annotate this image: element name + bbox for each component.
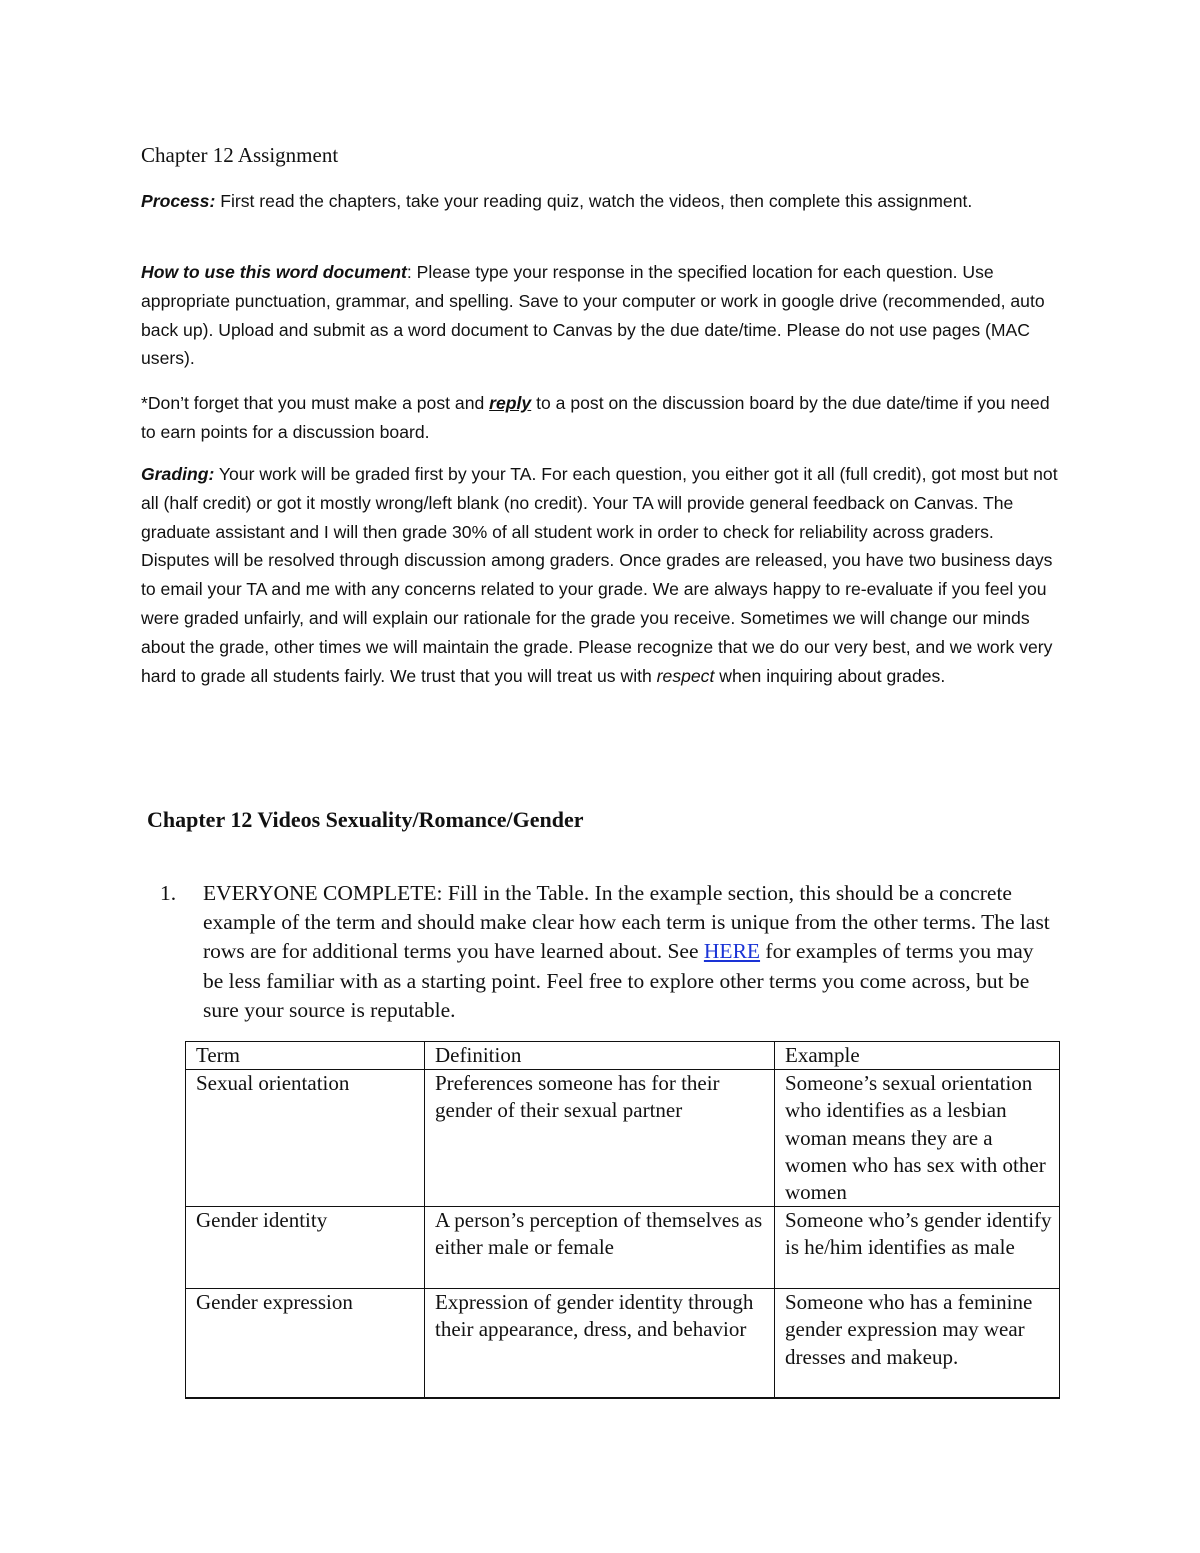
terms-table [185, 1041, 1060, 1399]
header-term: Term [186, 1042, 425, 1070]
here-link[interactable]: HERE [703, 939, 761, 964]
reminder-text-after: to a post on the discussion board by the due date/time if you need to earn points for a discussion board. [141, 393, 1050, 442]
table-row [186, 1289, 1060, 1398]
table-row [186, 1207, 1060, 1289]
grading-paragraph [141, 460, 1066, 690]
reminder-text-before: *Don’t forget that you must make a post and [141, 393, 490, 413]
reminder-reply-emphasis: reply [489, 393, 532, 413]
document-title: Chapter 12 Assignment [141, 143, 339, 167]
section-heading: Chapter 12 Videos Sexuality/Romance/Gender [147, 807, 584, 832]
term-cell: Gender expression [186, 1289, 425, 1398]
question-text-before: EVERYONE COMPLETE: Fill in the Table. In the example section, this should be a concrete example of the term and should make clear how each term is unique from the other terms. The last rows are for additional terms you have learned about. See [203, 881, 1050, 964]
example-cell: Someone’s sexual orientation who identifies as a lesbian woman means they are a women who has sex with other women [775, 1070, 1060, 1207]
process-text: First read the chapters, take your reading quiz, watch the videos, then complete this assignment. [215, 191, 973, 211]
table-row [186, 1070, 1060, 1207]
question-number: 1. [160, 881, 177, 905]
how-to-text: : Please type your response in the specified location for each question. Use appropriate punctuation, grammar, and spelling. Save to your computer or work in google drive (recommended, auto back up). Upload and submit as a word document to Canvas by the due date/time. Please do not use pages (MAC users). [141, 262, 1045, 369]
how-to-label: How to use this word document [141, 262, 407, 282]
term-cell: Gender identity [186, 1207, 425, 1289]
grading-text-after: when inquiring about grades. [714, 665, 946, 686]
discussion-reminder [141, 389, 1066, 447]
definition-cell: Expression of gender identity through their appearance, dress, and behavior [425, 1289, 775, 1398]
header-definition: Definition [425, 1042, 775, 1070]
definition-cell: Preferences someone has for their gender of their sexual partner [425, 1070, 775, 1207]
term-cell: Sexual orientation [186, 1070, 425, 1207]
definition-cell: A person’s perception of themselves as either male or female [425, 1207, 775, 1289]
example-cell: Someone who’s gender identify is he/him identifies as male [775, 1207, 1060, 1289]
question-body [203, 879, 1053, 1025]
process-paragraph [141, 187, 1066, 216]
example-cell: Someone who has a feminine gender expression may wear dresses and makeup. [775, 1289, 1060, 1398]
grading-text-before: Your work will be graded first by your TA. For each question, you either got it all (full credit), got most but not all (half credit) or got it mostly wrong/left blank (no credit). Your TA will provide general feedback on Canvas. The graduate assistant and I will then grade 30% of all student work in order to check for reliability across graders. Disputes will be resolved through discussion among graders. Once grades are released, you have two business days to email your TA and me with any concerns related to your grade. We are always happy to re-evaluate if you feel you were graded unfairly, and will explain our rationale for the grade you receive. Sometimes we will change our minds about the grade, other times we will maintain the grade. Please recognize that we do our very best, and we work very hard to grade all students fairly. We trust that you will treat us with [141, 464, 1058, 686]
how-to-paragraph [141, 258, 1066, 373]
question-text-after: for examples of terms you may be less familiar with as a starting point. Feel free to explore other terms you come across, but be sure your source is reputable. [203, 939, 1034, 1022]
process-label: Process: [141, 191, 216, 211]
grading-label: Grading: [141, 464, 215, 484]
header-example: Example [775, 1042, 1060, 1070]
table-header-row [186, 1042, 1060, 1070]
grading-respect-emphasis: respect [656, 665, 715, 686]
